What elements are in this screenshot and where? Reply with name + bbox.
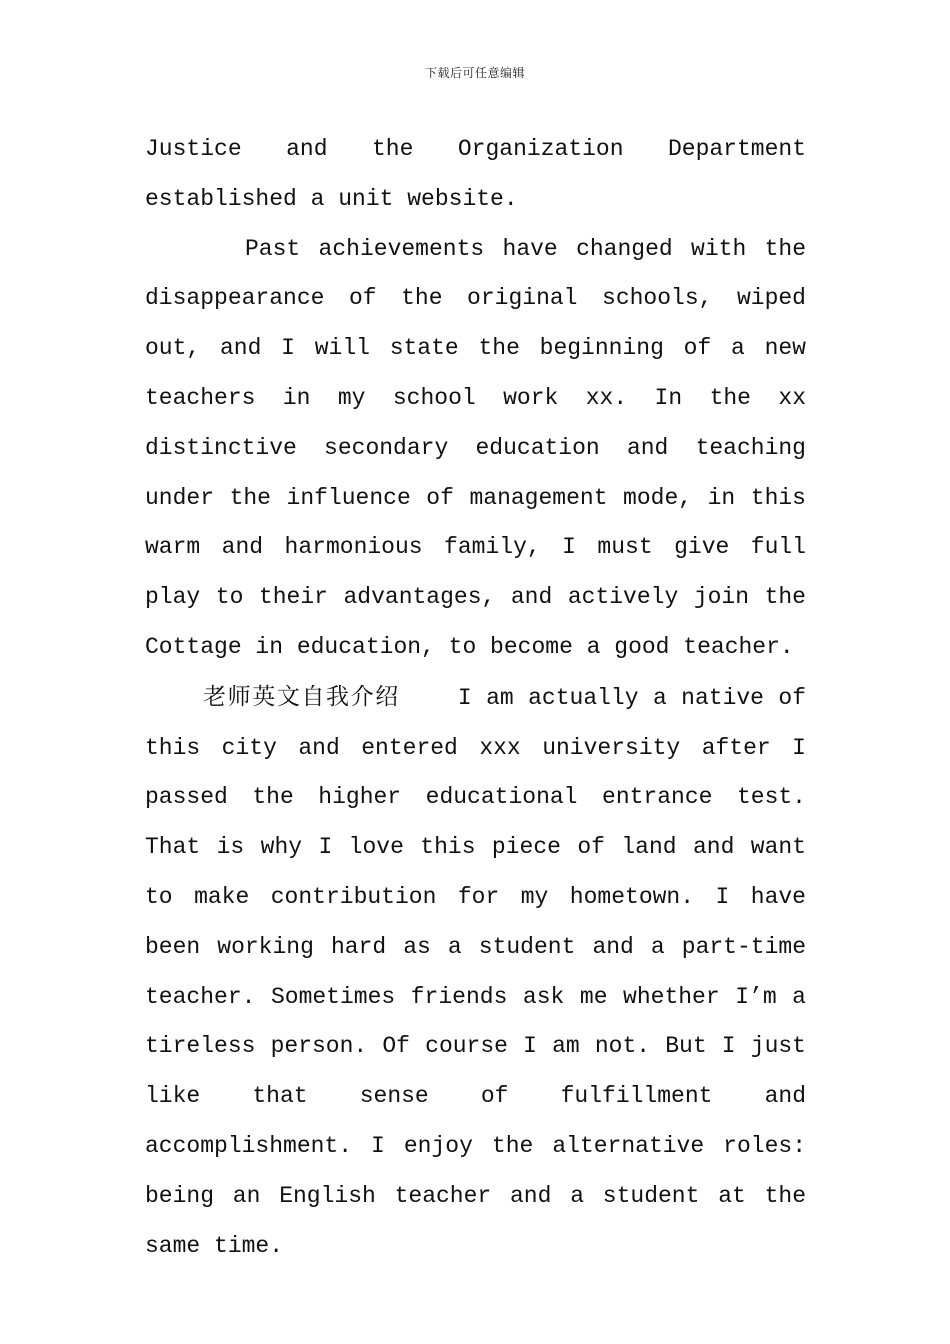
document-body (145, 125, 806, 1271)
page-header: 下载后可任意编辑 (424, 66, 525, 80)
section-title: 老师英文自我介绍 (203, 683, 400, 710)
paragraph-3-text: I am actually a native of this city and entered xxx university after I passed the higher educational entrance test. That is why I love this piece of land and want to make contribution for my hometown. I have been working hard as a student and a part-time teacher. Sometimes friends ask me whether I’m a tireless person. Of course I am not. But I just like that sense of fulfillment and accomplishment. I enjoy the alternative roles: being an English teacher and a student at the same time. (145, 684, 806, 1259)
paragraph-1: Justice and the Organization Department established a unit website. (145, 136, 806, 212)
paragraph-3 (145, 673, 806, 1272)
paragraph-2: Past achievements have changed with the disappearance of the original schools, wiped out, and I will state the beginning of a new teachers in my school work xx. In the xx distinctive secondary education and teaching under the influence of management mode, in this warm and harmonious family, I must give full play to their advantages, and actively join the Cottage in education, to become a good teacher. (145, 235, 806, 660)
